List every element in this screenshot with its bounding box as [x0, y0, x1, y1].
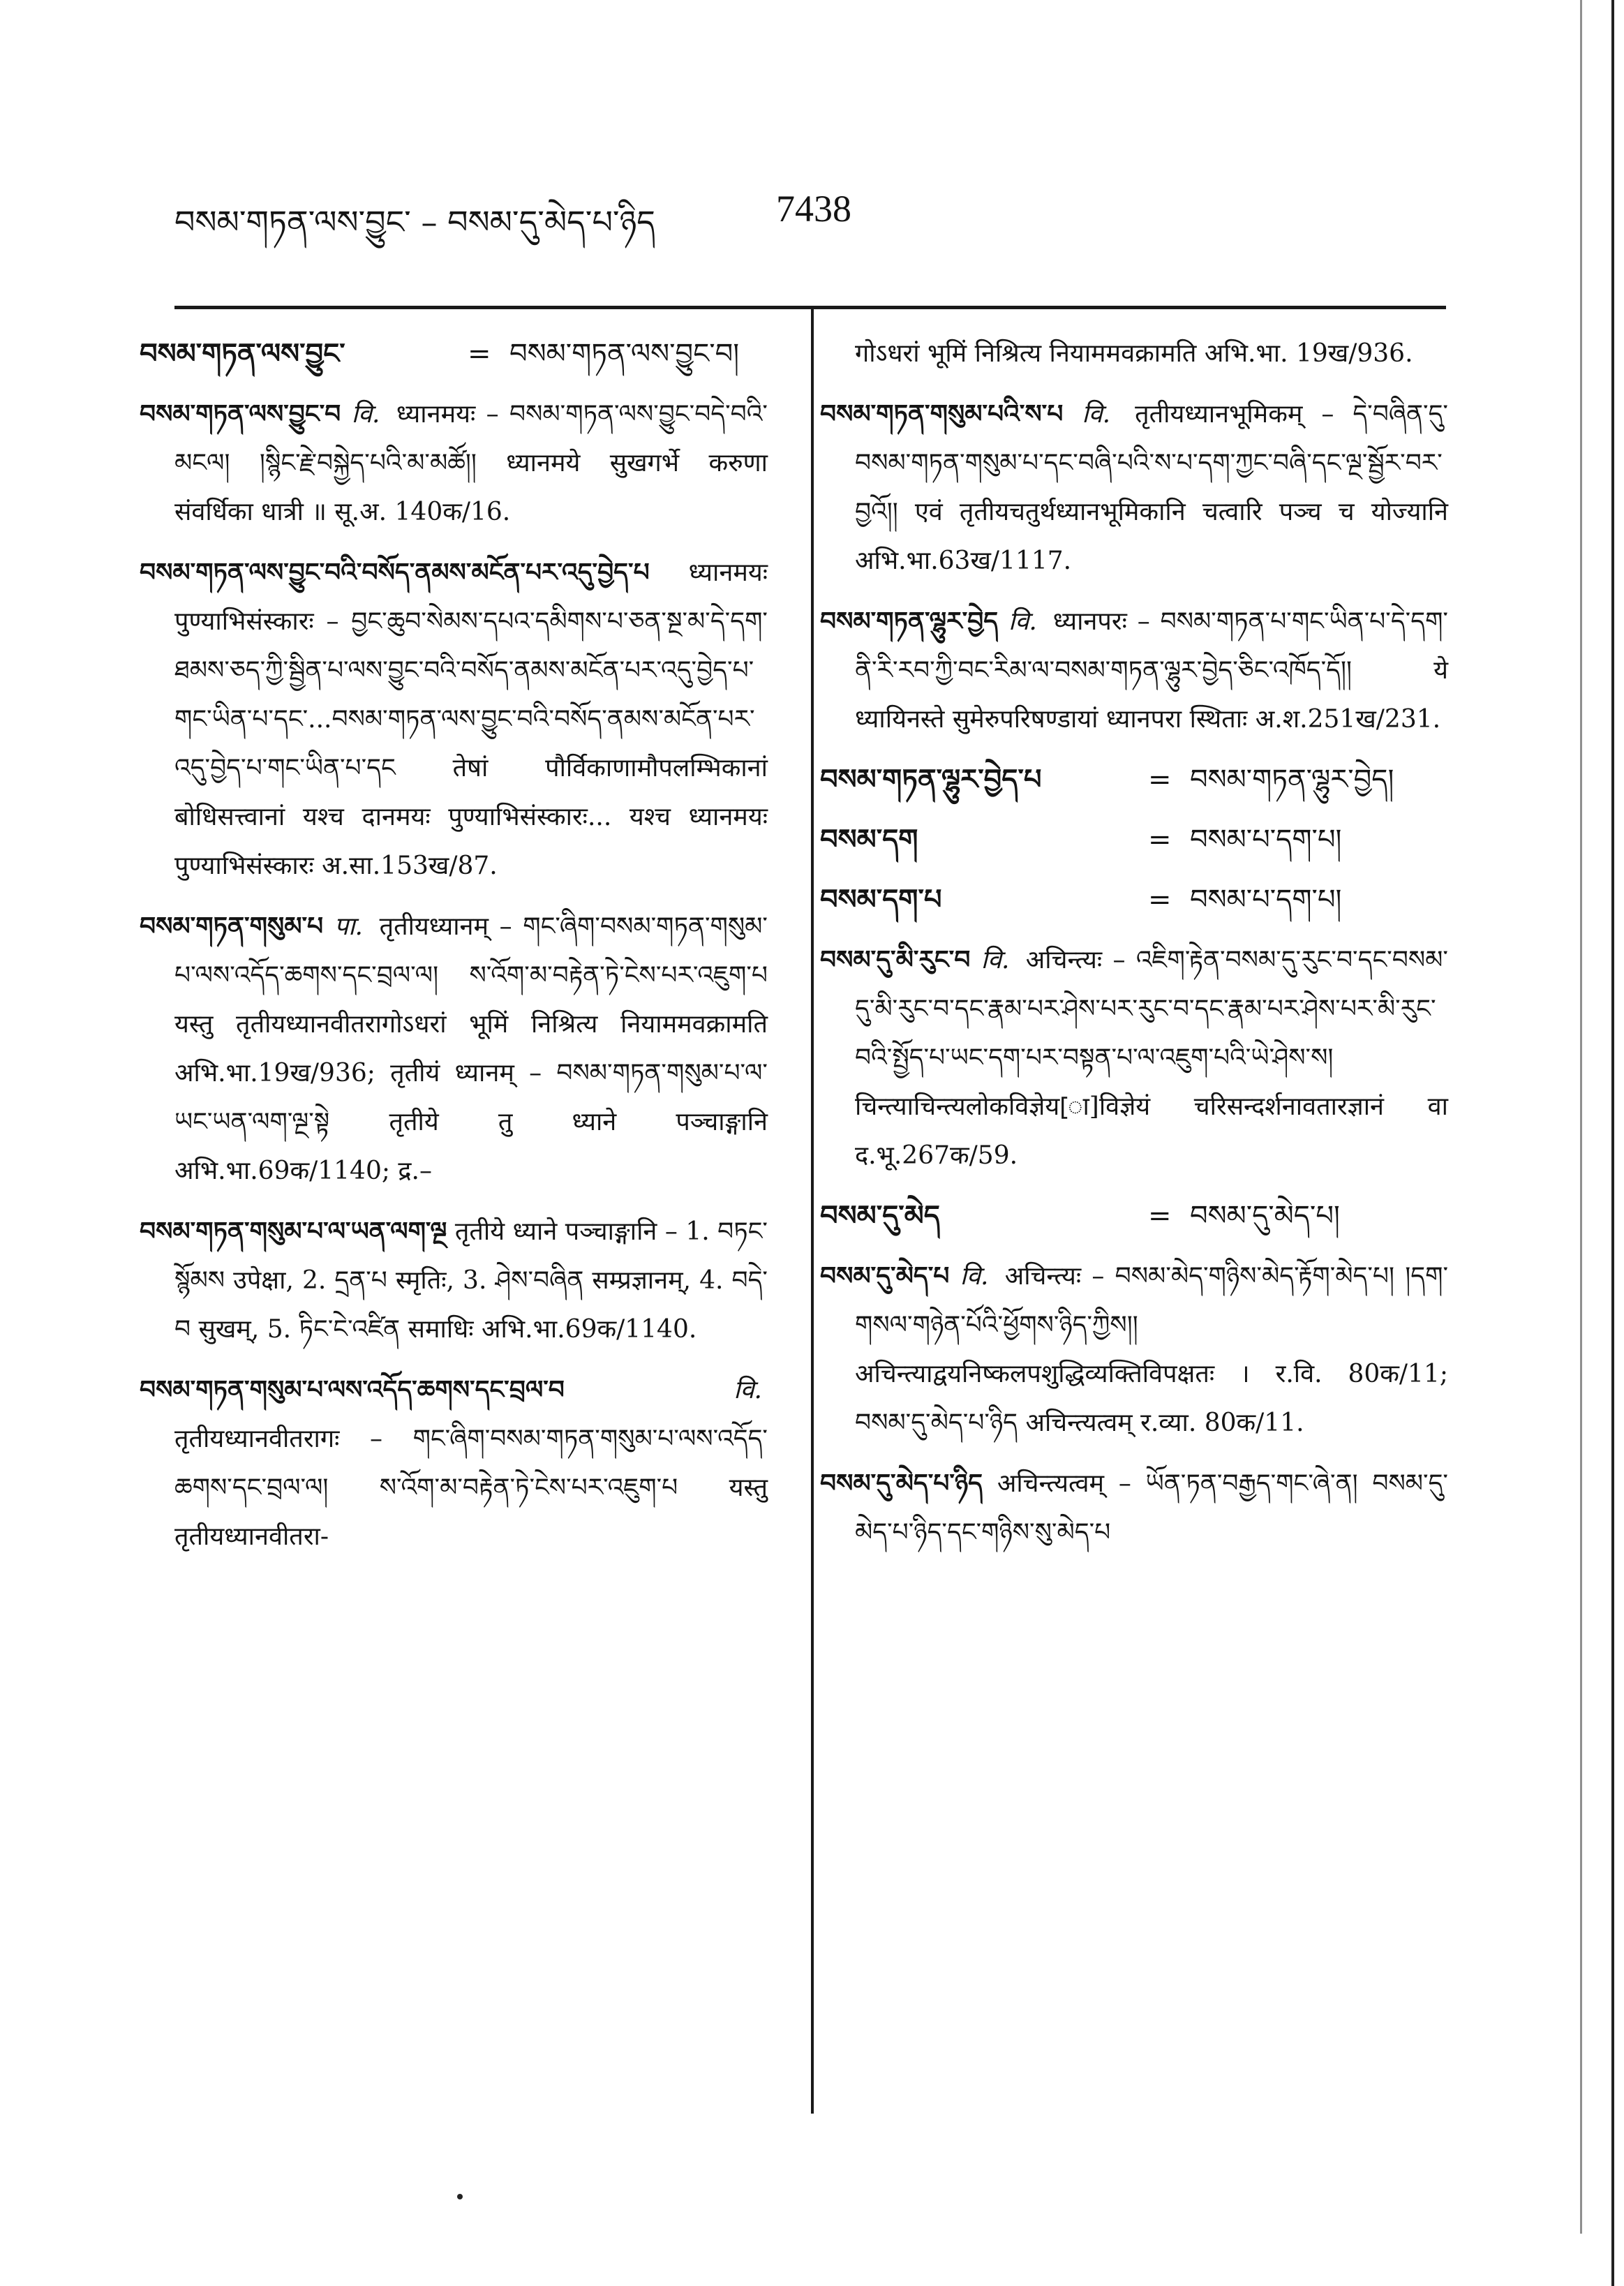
headword: བསམ་གཏན་གསུམ་པ — [140, 912, 324, 941]
entry-body: ध्यानमयः – བསམ་གཏན་ལས་བྱུང་བདེ་བའི་མངལ། །སྙིང་རྗེ་བསྐྱེད་པའི་མ་མཚོ།། ध्यानमये सुखगर्भे करुणा संवर्धिका धात्री ॥ सू.अ. 140क/16. — [174, 400, 768, 526]
dictionary-entry — [140, 1207, 768, 1354]
dictionary-entry — [820, 1192, 1448, 1240]
headword: བསམ་གཏན་གསུམ་པ་ལས་འདོད་ཆགས་དང་བྲལ་བ — [140, 1375, 565, 1404]
grammar-tag: वि. — [981, 946, 1010, 974]
headword: བསམ་གཏན་གསུམ་པ་ལ་ཡན་ལག་ལྔ — [140, 1217, 447, 1246]
dictionary-entry — [820, 755, 1448, 804]
dictionary-entry — [820, 1252, 1448, 1448]
dictionary-entry — [820, 815, 1448, 864]
headword: བསམ་དུ་མེད་པ — [820, 1261, 950, 1291]
entry-body: गोऽधरां भूमिं निश्रित्य नियाममवक्रामति अभि.भा. 19ख/936. — [855, 339, 1413, 368]
grammar-tag: वि. — [960, 1262, 989, 1291]
entry-continuation — [820, 329, 1448, 378]
headword: བསམ་གཏན་གསུམ་པའི་ས་པ — [820, 399, 1064, 429]
entry-body: तृतीयध्यानवीतरागः – གང་ཞིག་བསམ་གཏན་གསུམ་པ་ལས་འདོད་ཆགས་དང་བྲལ་ལ། ས་འོག་མ་བརྟེན་ཏེ་ངེས་པར་འཇུག་པ यस्तु तृतीयध्यानवीतरा- — [174, 1425, 768, 1551]
right-column — [820, 329, 1448, 1568]
dictionary-entry — [140, 548, 768, 891]
entry-body: तृतीये ध्याने पञ्चाङ्गानि – 1. བཏང་སྙོམས उपेक्षा, 2. དྲན་པ स्मृतिः, 3. ཤེས་བཞིན सम्प्रज्ञानम्, 4. བདེ་བ सुखम्, 5. ཏིང་ངེ་འཛིན समाधिः अभि.भा.69क/1140. — [174, 1217, 768, 1344]
column-divider — [811, 309, 814, 2114]
dictionary-entry — [140, 1365, 768, 1561]
grammar-tag: वि. — [733, 1376, 762, 1404]
cross-reference: བསམ་གཏན་ལྷུར་བྱེད། — [1190, 764, 1394, 796]
page-number: 7438 — [776, 188, 851, 230]
grammar-tag: वि. — [1082, 400, 1111, 429]
page-edge-shadow — [1580, 0, 1582, 2234]
entry-body: तृतीयध्यानम् – གང་ཞིག་བསམ་གཏན་གསུམ་པ་ལས་འདོད་ཆགས་དང་བྲལ་ལ། ས་འོག་མ་བརྟེན་ཏེ་ངེས་པར་འཇུག་པ यस्तु तृतीयध्यानवीतरागोऽधरां भूमिं निश्रित्य नियाममवक्रामति अभि.भा.19ख/936; तृतीयं ध्यानम् – བསམ་གཏན་གསུམ་པ་ལ་ཡང་ཡན་ལག་ལྔ་སྟེ तृतीये तु ध्याने पञ्चाङ्गानि अभि.भा.69क/1140; द्र.– — [174, 912, 768, 1185]
dictionary-entry — [820, 875, 1448, 924]
cross-reference: བསམ་པ་དག་པ། — [1190, 824, 1342, 856]
headword: བསམ་དུ་མི་རུང་བ — [820, 945, 971, 974]
equals-sign: = — [1148, 884, 1172, 916]
cross-reference: བསམ་གཏན་ལས་བྱུང་བ། — [509, 338, 740, 370]
dictionary-entry — [140, 329, 768, 378]
entry-body: अचिन्त्यः – བསམ་མེད་གཉིས་མེད་རྟོག་མེད་པ། །དག་གསལ་གཉེན་པོའི་ཕྱོགས་ཉིད་ཀྱིས།། अचिन्त्याद्वयनिष्कलपशुद्धिव्यक्तिविपक्षतः । र.वि. 80क/11; བསམ་དུ་མེད་པ་ཉིད अचिन्त्यत्वम् र.व्या. 80क/11. — [855, 1262, 1449, 1437]
dictionary-entry — [140, 389, 768, 537]
cross-reference: བསམ་པ་དག་པ། — [1190, 884, 1342, 916]
entry-body: ध्यानपरः – བསམ་གཏན་པ་གང་ཡིན་པ་དེ་དག་ནི་རི་རབ་ཀྱི་བང་རིམ་ལ་བསམ་གཏན་ལྷུར་བྱེད་ཅིང་འཁོད་དོ།། ये ध्यायिनस्ते सुमेरुपरिषण्डायां ध्यानपरा स्थिताः अ.श.251ख/231. — [855, 607, 1448, 734]
equals-sign: = — [1148, 1200, 1172, 1232]
headword: བསམ་གཏན་ལས་བྱུང་བ — [140, 399, 341, 429]
dictionary-entry — [820, 935, 1448, 1180]
dictionary-entry — [820, 597, 1448, 744]
entry-body: तृतीयध्यानभूमिकम् – དེ་བཞིན་དུ་བསམ་གཏན་གསུམ་པ་དང་བཞི་པའི་ས་པ་དག་ཀྱང་བཞི་དང་ལྔ་སྦྱོར་བར་བྱའོ།། एवं तृतीयचतुर्थध्यानभूमिकानि चत्वारि पञ्च च योज्यानि अभि.भा.63ख/1117. — [855, 400, 1448, 575]
equals-sign: = — [1148, 764, 1172, 796]
headword: བསམ་གཏན་ལྷུར་བྱེད — [820, 607, 999, 636]
headword: བསམ་གཏན་ལས་བྱུང་ — [140, 337, 345, 370]
ink-speck — [457, 2194, 463, 2199]
entry-body: ध्यानमयः पुण्याभिसंस्कारः – བྱང་ཆུབ་སེམས་དཔའ་དམིགས་པ་ཅན་སྔ་མ་དེ་དག་ཐམས་ཅད་ཀྱི་སྦྱིན་པ་ལས་བྱུང་བའི་བསོད་ནམས་མངོན་པར་འདུ་བྱེད་པ་གང་ཡིན་པ་དང་...བསམ་གཏན་ལས་བྱུང་བའི་བསོད་ནམས་མངོན་པར་འདུ་བྱེད་པ་གང་ཡིན་པ་དང तेषां पौर्विकाणामौपलम्भिकानां बोधिसत्त्वानां यश्च दानमयः पुण्याभिसंस्कारः... यश्च ध्यानमयः पुण्याभिसंस्कारः अ.सा.153ख/87. — [174, 558, 768, 880]
running-head: བསམ་གཏན་ལས་བྱུང་ – བསམ་དུ་མེད་པ་ཉིད — [174, 203, 655, 241]
equals-sign: = — [468, 338, 491, 370]
header-rule — [174, 306, 1446, 309]
dictionary-entry — [140, 902, 768, 1196]
entry-body: अचिन्त्यः – འཇིག་རྟེན་བསམ་དུ་རུང་བ་དང་བསམ་དུ་མི་རུང་བ་དང་རྣམ་པར་ཤེས་པར་རུང་བ་དང་རྣམ་པར་ཤེས་པར་མི་རུང་བའི་སྤྱོད་པ་ཡང་དག་པར་བསྟན་པ་ལ་འཇུག་པའི་ཡེ་ཤེས་ས། चिन्त्याचिन्त्यलोकविज्ञेय[ा]विज्ञेयं चरिसन्दर्शनावतारज्ञानं वा द.भू.267क/59. — [855, 946, 1448, 1170]
cross-reference: བསམ་དུ་མེད་པ། — [1190, 1200, 1340, 1232]
headword: བསམ་དག་པ — [820, 883, 942, 916]
headword: བསམ་དུ་མེད — [820, 1199, 940, 1232]
grammar-tag: पा. — [334, 912, 363, 941]
headword: བསམ་གཏན་ལྷུར་བྱེད་པ — [820, 763, 1042, 796]
grammar-tag: वि. — [351, 400, 380, 429]
grammar-tag: वि. — [1008, 607, 1037, 636]
dictionary-entry — [820, 1459, 1448, 1557]
entry-body: अचिन्त्यत्वम् – ཡོན་ཏན་བརྒྱད་གང་ཞེ་ན། བསམ་དུ་མེད་པ་ཉིད་དང་གཉིས་སུ་མེད་པ — [855, 1469, 1448, 1547]
left-column — [140, 329, 768, 1573]
headword: བསམ་གཏན་ལས་བྱུང་བའི་བསོད་ནམས་མངོན་པར་འདུ་བྱེད་པ — [140, 558, 650, 587]
dictionary-entry — [820, 389, 1448, 586]
headword: བསམ་དག — [820, 823, 918, 856]
headword: བསམ་དུ་མེད་པ་ཉིད — [820, 1469, 983, 1498]
equals-sign: = — [1148, 824, 1172, 856]
page-edge-line — [1611, 0, 1614, 2286]
